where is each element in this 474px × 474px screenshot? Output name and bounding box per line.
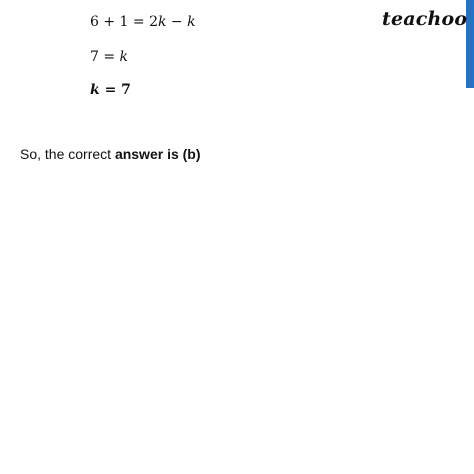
conclusion-text xyxy=(20,146,201,162)
equation-2-lhs: 7 = xyxy=(90,49,120,65)
equation-1-var-k-2: k xyxy=(187,14,196,30)
equation-1-lhs: 6 + 1 = 2 xyxy=(90,14,158,30)
equation-1-var-k: k xyxy=(157,14,167,30)
equation-1-minus: − xyxy=(166,14,188,30)
equation-2-var-k: k xyxy=(119,49,129,65)
equation-3-var-k: k xyxy=(90,82,100,98)
equation-line-3-result xyxy=(90,82,131,98)
equation-3-rhs: = 7 xyxy=(99,82,131,98)
side-accent-stripe xyxy=(466,0,474,474)
teachoo-logo: teachoo xyxy=(382,8,468,30)
equation-line-2 xyxy=(90,49,128,65)
conclusion-prefix: So, the correct xyxy=(20,146,115,162)
conclusion-answer: answer is (b) xyxy=(114,146,201,162)
equation-line-1 xyxy=(90,14,196,30)
